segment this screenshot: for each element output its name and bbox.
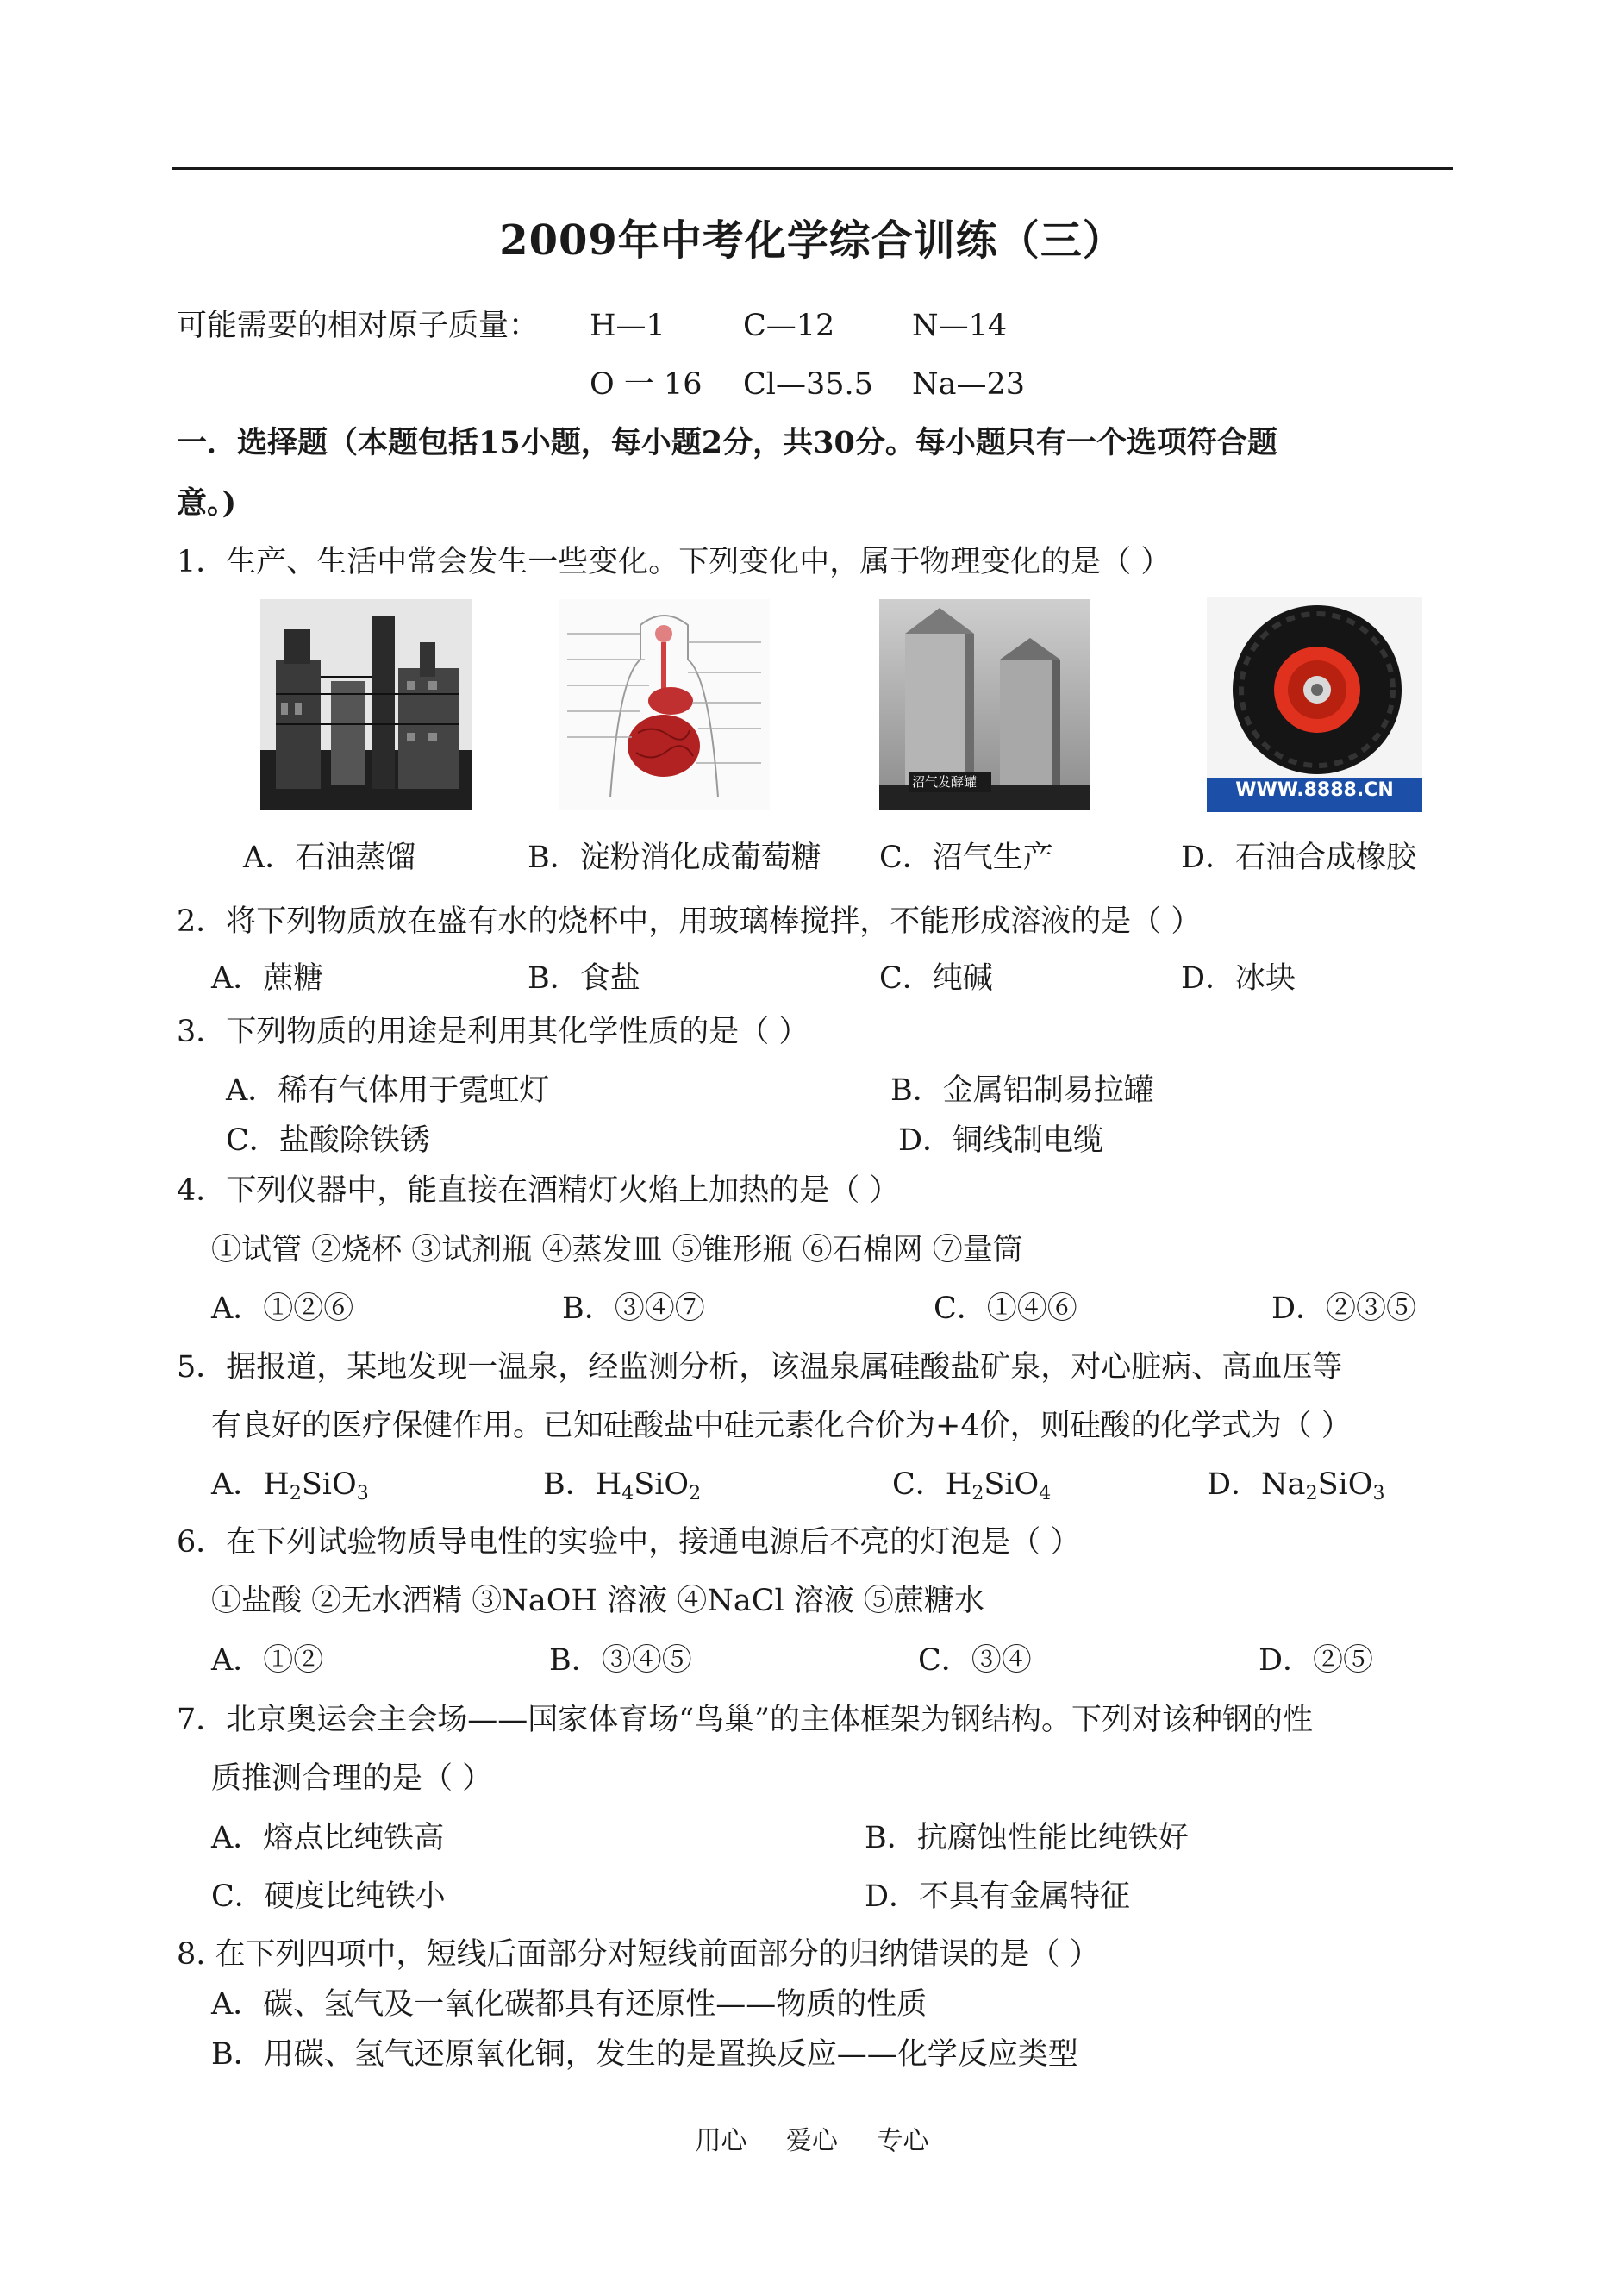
q4-items: ①试管 ②烧杯 ③试剂瓶 ④蒸发皿 ⑤锥形瓶 ⑥石棉网 ⑦量筒 <box>211 1233 1023 1267</box>
q3-option-a: A．稀有气体用于霓虹灯 <box>226 1073 550 1108</box>
tire-caption: WWW.8888.CN <box>1235 779 1394 801</box>
q3-option-b: B．金属铝制易拉罐 <box>890 1073 1154 1108</box>
section-heading: 一．选择题（本题包括15小题，每小题2分，共30分。每小题只有一个选项符合题 <box>177 425 1277 460</box>
atomic-mass-label: 可能需要的相对原子质量： <box>177 309 540 343</box>
q5-option-a: A．$H_2SiO_3$ <box>211 1467 369 1504</box>
q8-option-a: A．碳、氢气及一氧化碳都具有还原性——物质的性质 <box>211 1987 928 2022</box>
q8-stem: 8. 在下列四项中，短线后面部分对短线前面部分的归纳错误的是（ ） <box>177 1937 1100 1972</box>
header-rule <box>172 167 1453 170</box>
refinery-image <box>260 599 472 810</box>
q7-option-c: C．硬度比纯铁小 <box>211 1879 446 1914</box>
q5-option-d: D．$Na_2SiO_3$ <box>1207 1467 1385 1504</box>
q2-option-b: B．食盐 <box>528 961 640 996</box>
q3-option-c: C．盐酸除铁锈 <box>226 1123 430 1158</box>
q1-option-a: A．石油蒸馏 <box>243 841 416 875</box>
q1-option-b: B．淀粉消化成葡萄糖 <box>528 841 821 875</box>
atomic-mass-cl: Cl—35.5 <box>743 367 873 402</box>
q4-option-d: D．②③⑤ <box>1271 1291 1417 1326</box>
q6-option-b: B．③④⑤ <box>549 1643 692 1678</box>
q6-stem: 6．在下列试验物质导电性的实验中，接通电源后不亮的灯泡是（ ） <box>177 1525 1081 1560</box>
q6-option-c: C．③④ <box>918 1643 1032 1678</box>
q7-option-a: A．熔点比纯铁高 <box>211 1821 445 1855</box>
q2-option-c: C．纯碱 <box>879 961 993 996</box>
q4-stem: 4．下列仪器中，能直接在酒精灯火焰上加热的是（ ） <box>177 1173 900 1208</box>
q4-option-b: B．③④⑦ <box>562 1291 705 1326</box>
page-title: 2009年中考化学综合训练（三） <box>499 216 1125 265</box>
rubber-tire-image <box>1207 597 1422 812</box>
footer-text-2: 爱心 <box>786 2126 838 2156</box>
q1-option-c: C．沼气生产 <box>879 841 1053 875</box>
q2-option-a: A．蔗糖 <box>211 961 324 996</box>
page-footer <box>0 2119 1624 2157</box>
biogas-tank-caption: 沼气发酵罐 <box>912 774 978 790</box>
q7-option-b: B．抗腐蚀性能比纯铁好 <box>865 1821 1189 1855</box>
q7-option-d: D．不具有金属特征 <box>865 1879 1131 1914</box>
atomic-mass-o: O 一 16 <box>590 367 703 402</box>
q6-items: ①盐酸 ②无水酒精 ③NaOH 溶液 ④NaCl 溶液 ⑤蔗糖水 <box>211 1584 984 1618</box>
q7-stem-line2: 质推测合理的是（ ） <box>211 1761 493 1796</box>
q5-option-c: C．$H_2SiO_4$ <box>892 1467 1052 1504</box>
q5-stem-line1: 5．据报道，某地发现一温泉，经监测分析，该温泉属硅酸盐矿泉，对心脏病、高血压等 <box>177 1350 1343 1385</box>
q8-option-b: B．用碳、氢气还原氧化铜，发生的是置换反应——化学反应类型 <box>211 2037 1078 2072</box>
q4-option-c: C．①④⑥ <box>934 1291 1077 1326</box>
digestive-system-image <box>559 599 770 810</box>
q3-stem: 3．下列物质的用途是利用其化学性质的是（ ） <box>177 1015 809 1049</box>
atomic-mass-h: H—1 <box>590 309 665 343</box>
atomic-mass-n: N—14 <box>912 309 1008 343</box>
q2-option-d: D．冰块 <box>1181 961 1296 996</box>
q6-option-a: A．①② <box>211 1643 324 1678</box>
q7-stem-line1: 7．北京奥运会主会场——国家体育场“鸟巢”的主体框架为钢结构。下列对该种钢的性 <box>177 1703 1314 1737</box>
footer-text-3: 专心 <box>877 2126 929 2156</box>
footer-text-1: 用心 <box>695 2126 747 2156</box>
q1-stem: 1．生产、生活中常会发生一些变化。下列变化中，属于物理变化的是（ ） <box>177 545 1171 579</box>
q5-stem-line2: 有良好的医疗保健作用。已知硅酸盐中硅元素化合价为+4价，则硅酸的化学式为（ ） <box>211 1409 1352 1443</box>
q3-option-d: D．铜线制电缆 <box>898 1123 1104 1158</box>
q1-option-d: D．石油合成橡胶 <box>1181 841 1417 875</box>
q5-option-b: B．$H_4SiO_2$ <box>543 1467 702 1504</box>
section-heading-cont: 意。) <box>177 485 237 521</box>
atomic-mass-c: C—12 <box>743 309 835 343</box>
q6-option-d: D．②⑤ <box>1259 1643 1374 1678</box>
biogas-tank-image <box>879 599 1090 810</box>
q2-stem: 2．将下列物质放在盛有水的烧杯中，用玻璃棒搅拌，不能形成溶液的是（ ） <box>177 904 1202 939</box>
q4-option-a: A．①②⑥ <box>211 1291 354 1326</box>
atomic-mass-na: Na—23 <box>912 367 1026 402</box>
